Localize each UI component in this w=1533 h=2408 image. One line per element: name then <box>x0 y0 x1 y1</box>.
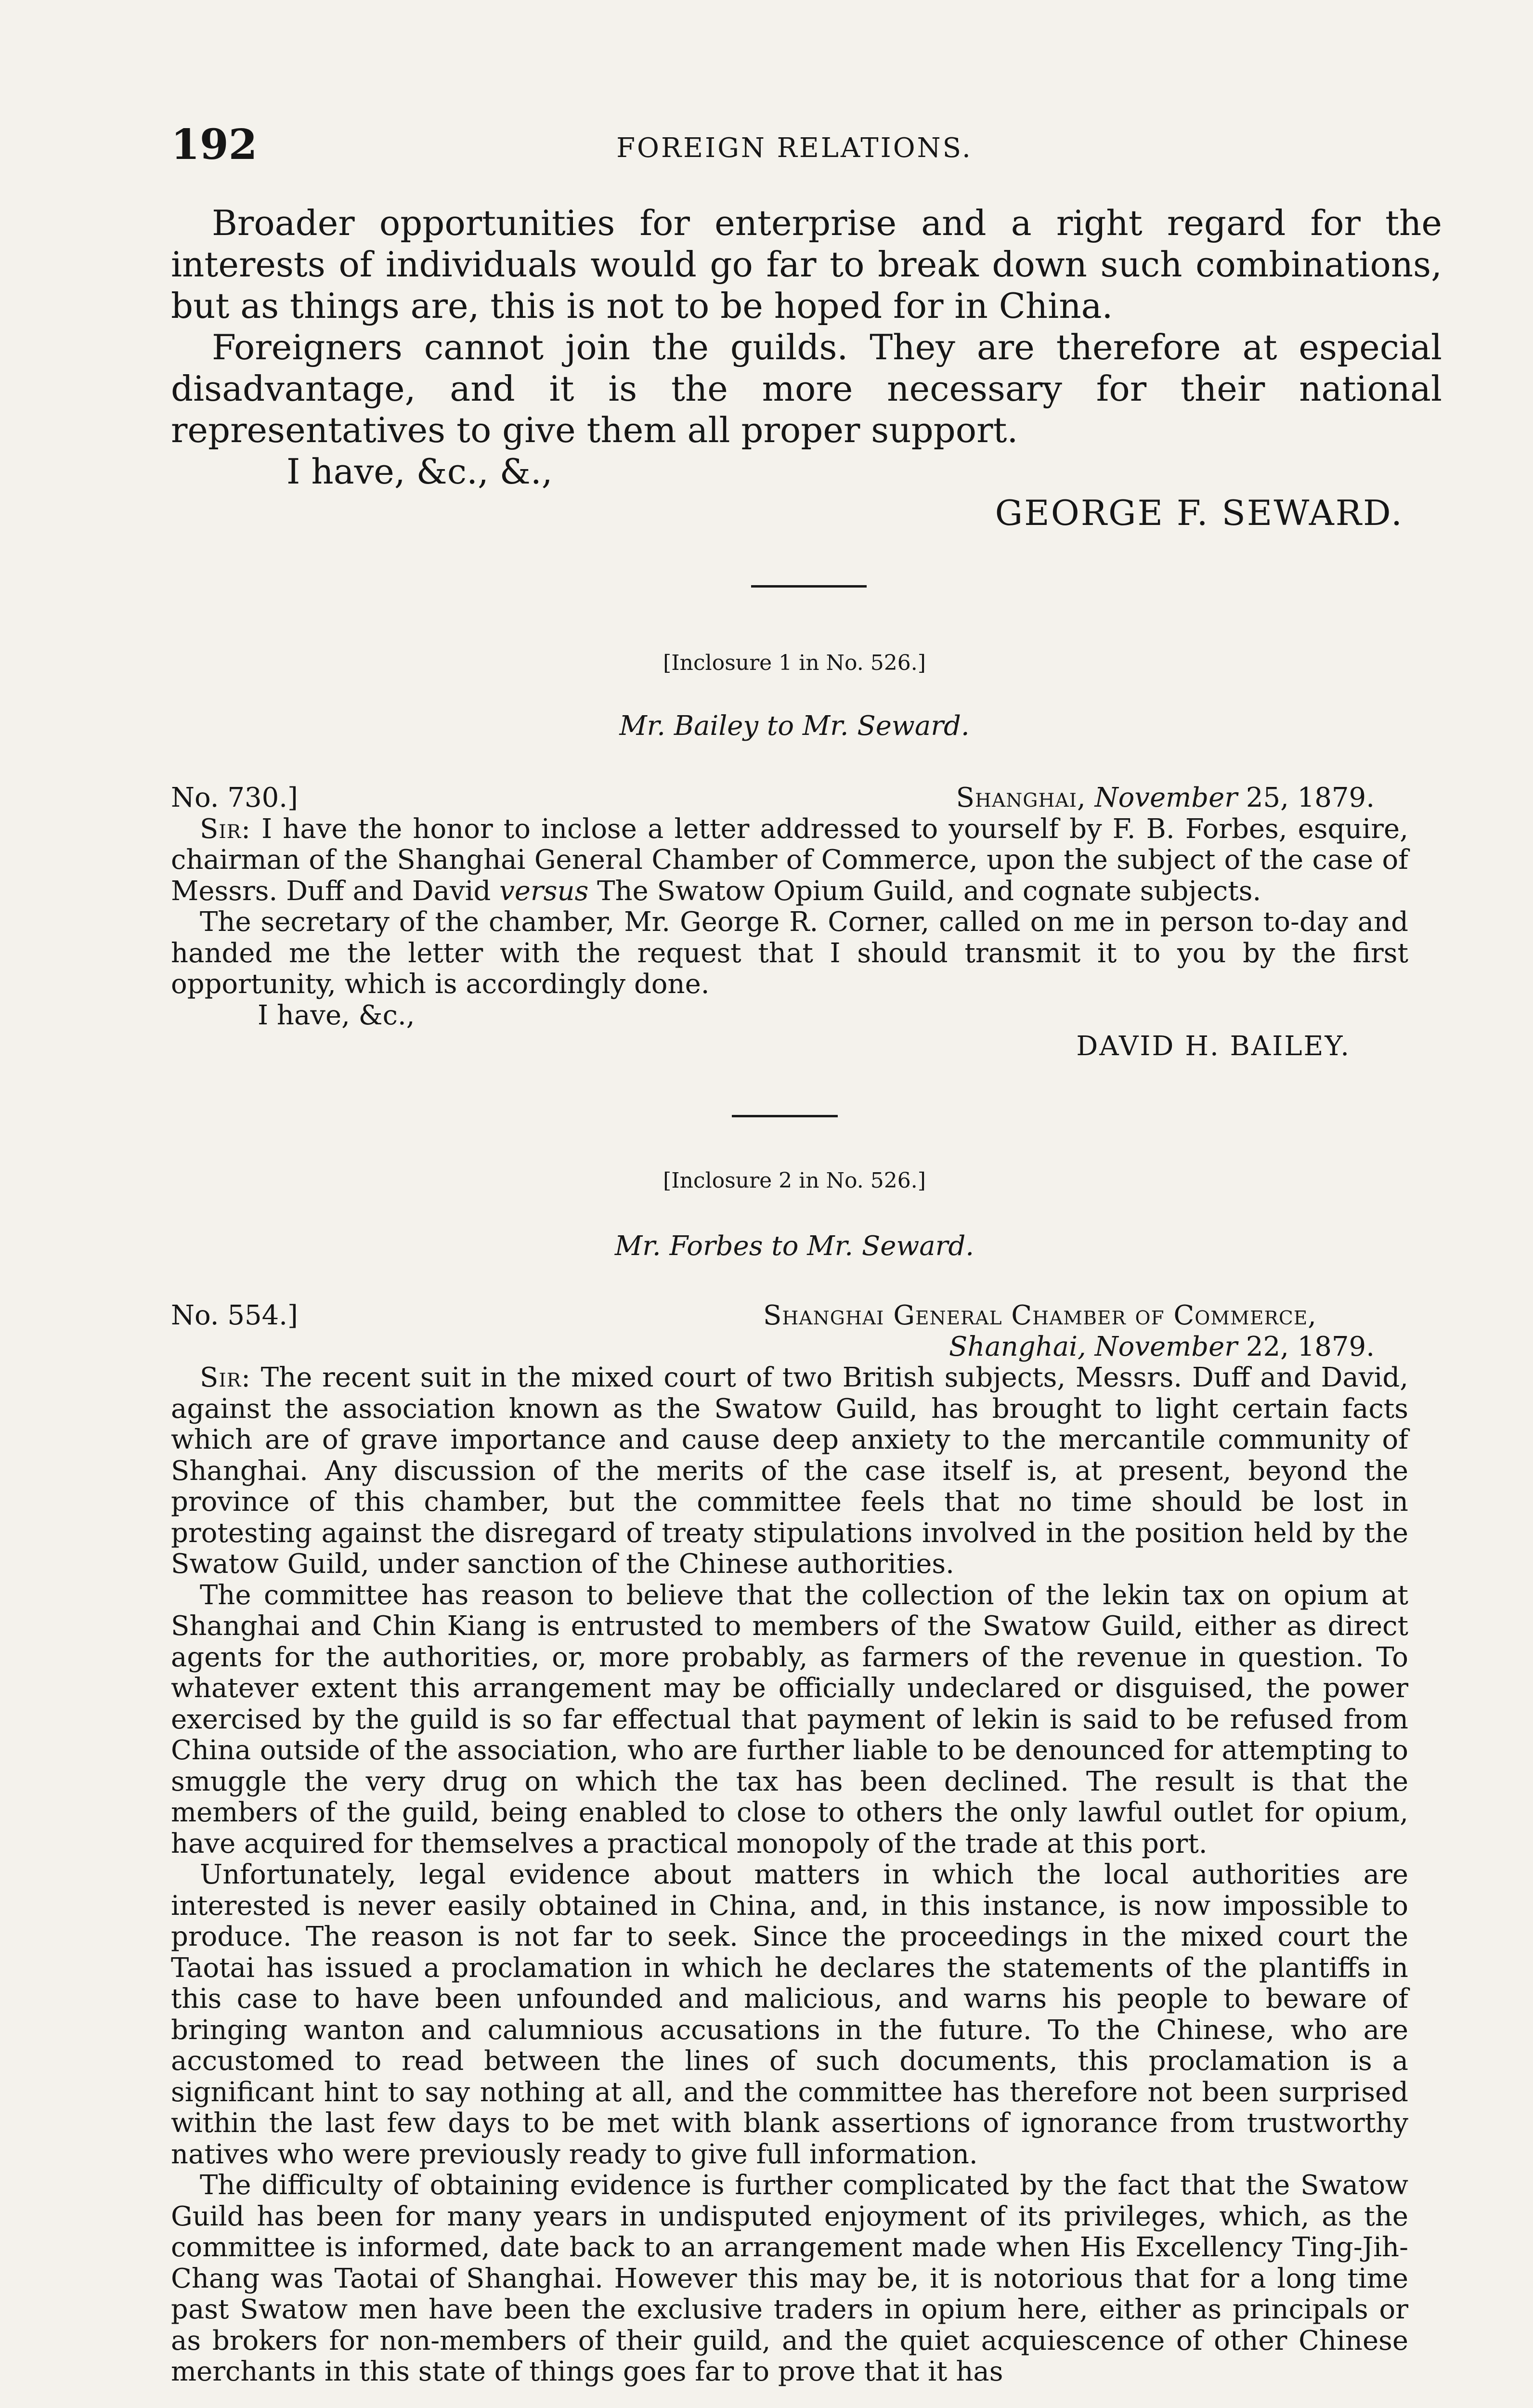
inclosure-1-caption: [Inclosure 1 in No. 526.] <box>663 651 926 675</box>
lead-paragraph: Broader opportunities for enterprise and a right regard for the interests of individuals would go far to break down such combinations, but as things are, this is not to be hoped for in China. <box>171 203 1442 326</box>
section-divider <box>751 585 867 588</box>
inclosure-2-paragraph: The difficulty of obtaining evidence is further complicated by the fact that the Swatow Guild has been for many years in undisputed enjoyment of its privileges, which, as the committee is informed, date back to an arrangement made when His Excellency Ting-Jih-Chang was Taotai of Shanghai. However this may be, it is notorious that for a long time past Swatow men have been the exclusive traders in opium here, either as principals or as brokers for non-members of their guild, and the quiet acquiescence of other Chinese merchants in this state of things goes far to prove that it has <box>171 2170 1408 2387</box>
inclosure-1-para1-italic: versus <box>499 875 589 907</box>
salutation: Sir: <box>200 1362 251 1393</box>
lead-signature: GEORGE F. SEWARD. <box>995 493 1403 533</box>
inclosure-2-paragraph <box>171 1362 1408 1580</box>
inclosure-1-body <box>171 783 1408 1062</box>
inclosure-2-body <box>171 1300 1408 2388</box>
inclosure-1-signature: DAVID H. BAILEY. <box>1076 1031 1351 1062</box>
inclosure-2-org: Shanghai General Chamber of Commerce, <box>763 1300 1317 1331</box>
inclosure-1-date-day: 25, 1879. <box>1246 782 1375 813</box>
inclosure-2-number: No. 554.] <box>171 1300 298 1331</box>
lead-closing: I have, &c., &., <box>286 451 553 492</box>
inclosure-1-number: No. 730.] <box>171 782 298 813</box>
salutation: Sir: <box>200 813 251 845</box>
inclosure-1-date-month: November <box>1094 782 1237 813</box>
inclosure-1-paragraph <box>171 814 1408 907</box>
inclosure-1-para1-text: I have the honor to inclose a letter addressed to yourself by F. B. Forbes, esquire, chairman of the Shanghai General Chamber of Commerce, upon the subject of the case of Messrs. Duff and David <box>171 813 1408 907</box>
inclosure-1-para1-tail: The Swatow Opium Guild, and cognate subjects. <box>597 875 1261 907</box>
inclosure-1-paragraph: The secretary of the chamber, Mr. George R. Corner, called on me in person to-day and handed me the letter with the request that I should transmit it to you by the first opportunity, which is accordingly done. <box>171 906 1408 1000</box>
running-head <box>171 120 1418 182</box>
inclosure-2-dateline <box>763 1300 1408 1362</box>
inclosure-1-title: Mr. Bailey to Mr. Seward. <box>619 710 970 742</box>
running-title: FOREIGN RELATIONS. <box>616 132 973 164</box>
inclosure-1-dateline <box>956 783 1408 814</box>
inclosure-2-place: Shanghai, <box>948 1331 1086 1362</box>
inclosure-1-place: Shanghai, <box>956 782 1086 813</box>
inclosure-2-heading-row <box>171 1300 1408 1362</box>
inclosure-2-date-month: November <box>1094 1331 1237 1362</box>
inclosure-2-paragraph: The committee has reason to believe that the collection of the lekin tax on opium at Shanghai and Chin Kiang is entrusted to members of the Swatow Guild, either as direct agents for the authorities, or, more probably, as farmers of the revenue in question. To whatever extent this arrangement may be officially undeclared or disguised, the power exercised by the guild is so far effectual that payment of lekin is said to be refused from China outside of the association, who are further liable to be denounced for attempting to smuggle the very drug on which the tax has been declined. The result is that the members of the guild, being enabled to close to others the only lawful outlet for opium, have acquired for themselves a practical monopoly of the trade at this port. <box>171 1579 1408 1859</box>
inclosure-2-caption: [Inclosure 2 in No. 526.] <box>663 1168 926 1193</box>
inclosure-2-title: Mr. Forbes to Mr. Seward. <box>614 1230 974 1262</box>
inclosure-1-closing: I have, &c., <box>258 999 415 1031</box>
lead-paragraph: Foreigners cannot join the guilds. They are therefore at especial disadvantage, and it is the more necessary for their national representatives to give them all proper support. <box>171 327 1442 450</box>
inclosure-2-date-day: 22, 1879. <box>1246 1331 1375 1362</box>
inclosure-1-heading-row <box>171 783 1408 814</box>
inclosure-2-para1-text: The recent suit in the mixed court of two British subjects, Messrs. Duff and David, against the association known as the Swatow Guild, has brought to light certain facts which are of grave importance and cause deep anxiety to the mercantile community of Shanghai. Any discussion of the merits of the case itself is, at present, beyond the province of this chamber, but the committee feels that no time should be lost in protesting against the disregard of treaty stipulations involved in the position held by the Swatow Guild, under sanction of the Chinese authorities. <box>171 1362 1408 1580</box>
lead-letter-text <box>171 202 1442 534</box>
inclosure-2-paragraph: Unfortunately, legal evidence about matters in which the local authorities are interested is never easily obtained in China, and, in this instance, is now impossible to produce. The reason is not far to seek. Since the proceedings in the mixed court the Taotai has issued a proclamation in which he declares the statements of the plantiffs in this case to have been unfounded and malicious, and warns his people to beware of bringing wanton and calumnious accusations in the future. To the Chinese, who are accustomed to read between the lines of such documents, this proclamation is a significant hint to say nothing at all, and the committee has therefore not been surprised within the last few days to be met with blank assertions of ignorance from trustworthy natives who were previously ready to give full information. <box>171 1859 1408 2170</box>
section-divider <box>732 1115 838 1117</box>
page-number: 192 <box>171 120 258 169</box>
